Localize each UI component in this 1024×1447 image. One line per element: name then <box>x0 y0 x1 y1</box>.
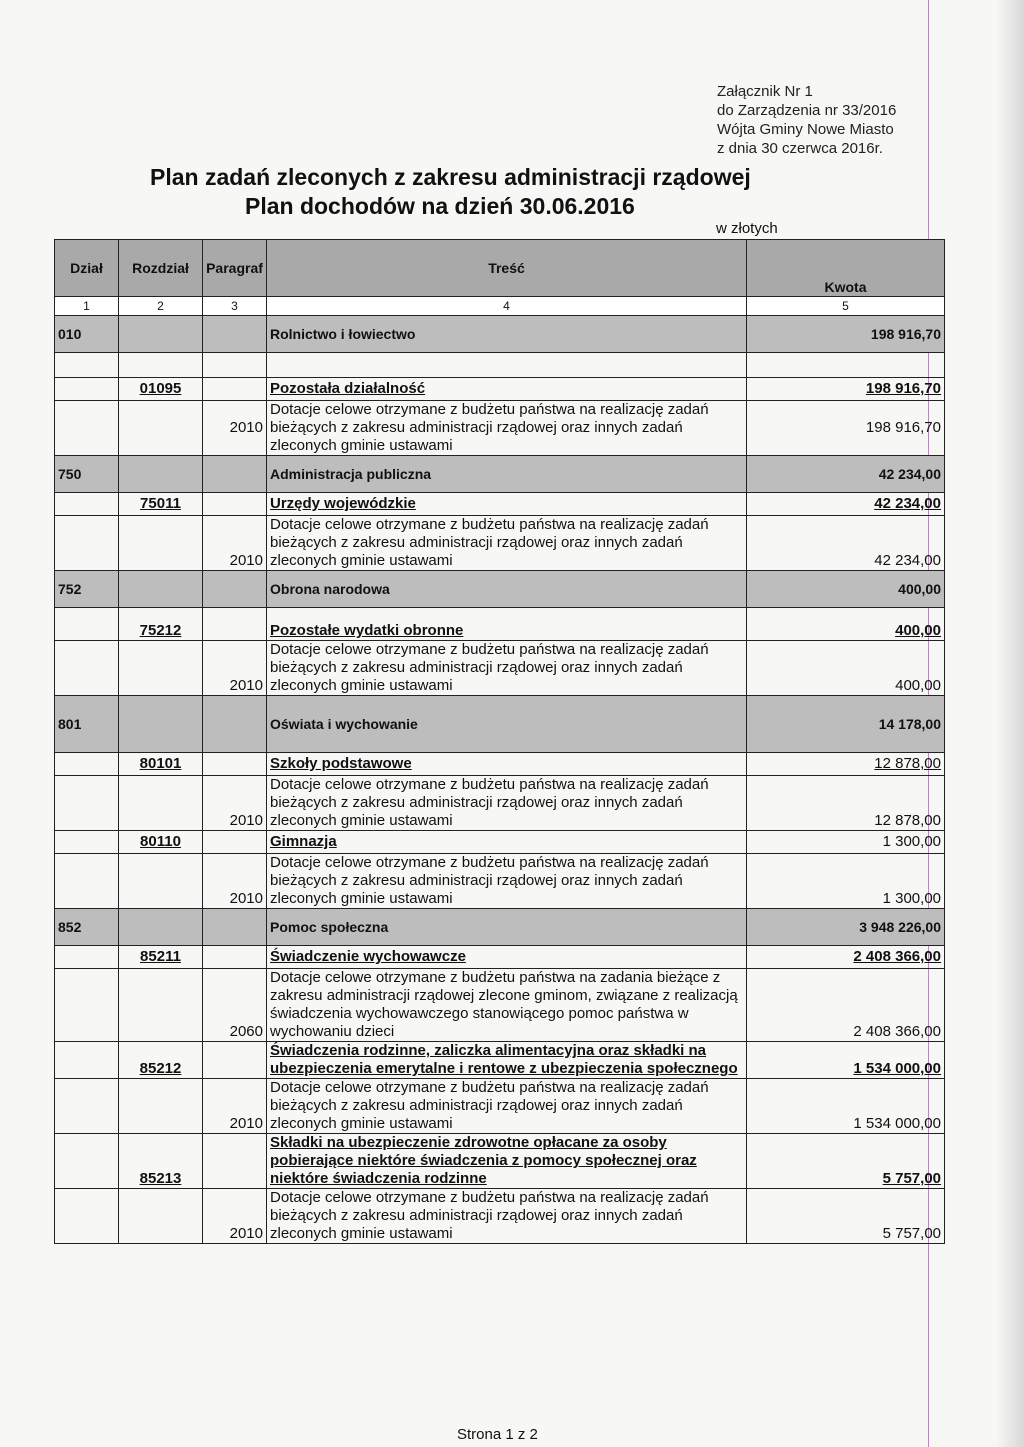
paragraf-code: 2010 <box>203 776 267 831</box>
rozdzial-name: Urzędy wojewódzkie <box>267 493 747 516</box>
rozdzial-amount: 1 534 000,00 <box>747 1042 945 1079</box>
annex-reference <box>717 82 896 158</box>
document-title: Plan zadań zleconych z zakresu administracji rządowej <box>150 164 751 190</box>
paragraf-description: Dotacje celowe otrzymane z budżetu państwa na realizację zadań bieżących z zakresu administracji rządowej oraz innych zadań zleconych gminie ustawami <box>267 1079 747 1134</box>
rozdzial-code: 85213 <box>119 1134 203 1189</box>
dzial-amount: 3 948 226,00 <box>747 909 945 946</box>
table-header-row <box>55 240 945 297</box>
budget-table <box>54 239 945 1244</box>
rozdzial-row-01095 <box>55 378 945 401</box>
header-kwota: Kwota <box>747 240 945 297</box>
paragraf-row-80110-2010 <box>55 854 945 909</box>
dzial-code: 010 <box>55 316 119 353</box>
paragraf-row-75011-2010 <box>55 516 945 571</box>
rozdzial-row-85213 <box>55 1134 945 1189</box>
dzial-row-801 <box>55 696 945 753</box>
dzial-row-010 <box>55 316 945 353</box>
paragraf-amount: 42 234,00 <box>747 516 945 571</box>
rozdzial-amount: 400,00 <box>747 608 945 641</box>
rozdzial-row-75212 <box>55 608 945 641</box>
rozdzial-amount: 42 234,00 <box>747 493 945 516</box>
col-num-4: 4 <box>267 297 747 316</box>
dzial-code: 801 <box>55 696 119 753</box>
paragraf-description: Dotacje celowe otrzymane z budżetu państwa na realizację zadań bieżących z zakresu administracji rządowej oraz innych zadań zleconych gminie ustawami <box>267 1189 747 1244</box>
rozdzial-row-80110 <box>55 831 945 854</box>
dzial-name: Rolnictwo i łowiectwo <box>267 316 747 353</box>
paragraf-amount: 1 534 000,00 <box>747 1079 945 1134</box>
rozdzial-code: 80110 <box>119 831 203 854</box>
paragraf-code: 2010 <box>203 401 267 456</box>
paragraf-amount: 1 300,00 <box>747 854 945 909</box>
dzial-code: 852 <box>55 909 119 946</box>
paragraf-description: Dotacje celowe otrzymane z budżetu państwa na realizację zadań bieżących z zakresu administracji rządowej oraz innych zadań zleconych gminie ustawami <box>267 854 747 909</box>
rozdzial-code: 85212 <box>119 1042 203 1079</box>
dzial-code: 750 <box>55 456 119 493</box>
rozdzial-name: Świadczenia rodzinne, zaliczka alimentacyjna oraz składki na ubezpieczenia emerytalne i rentowe z ubezpieczenia społecznego <box>267 1042 747 1079</box>
rozdzial-code: 85211 <box>119 946 203 969</box>
paragraf-row-85213-2010 <box>55 1189 945 1244</box>
rozdzial-name: Gimnazja <box>267 831 747 854</box>
paragraf-code: 2010 <box>203 854 267 909</box>
header-tresc: Treść <box>267 240 747 297</box>
rozdzial-name: Składki na ubezpieczenie zdrowotne opłacane za osoby pobierające niektóre świadczenia z pomocy społecznej oraz niektóre świadczenia rodzinne <box>267 1134 747 1189</box>
rozdzial-row-80101 <box>55 753 945 776</box>
paragraf-row-01095-2010 <box>55 401 945 456</box>
rozdzial-amount: 5 757,00 <box>747 1134 945 1189</box>
col-num-2: 2 <box>119 297 203 316</box>
dzial-name: Administracja publiczna <box>267 456 747 493</box>
dzial-code: 752 <box>55 571 119 608</box>
paragraf-amount: 12 878,00 <box>747 776 945 831</box>
rozdzial-amount: 198 916,70 <box>747 378 945 401</box>
dzial-name: Oświata i wychowanie <box>267 696 747 753</box>
rozdzial-name: Pozostałe wydatki obronne <box>267 608 747 641</box>
annex-line-1: Załącznik Nr 1 <box>717 83 813 100</box>
rozdzial-row-85211 <box>55 946 945 969</box>
paragraf-code: 2010 <box>203 516 267 571</box>
paragraf-amount: 2 408 366,00 <box>747 969 945 1042</box>
annex-line-2: do Zarządzenia nr 33/2016 <box>717 102 897 119</box>
dzial-name: Pomoc społeczna <box>267 909 747 946</box>
rozdzial-amount: 1 300,00 <box>747 831 945 854</box>
paragraf-code: 2010 <box>203 1189 267 1244</box>
header-rozdzial: Rozdział <box>119 240 203 297</box>
paragraf-description: Dotacje celowe otrzymane z budżetu państwa na realizację zadań bieżących z zakresu administracji rządowej oraz innych zadań zleconych gminie ustawami <box>267 401 747 456</box>
col-num-1: 1 <box>55 297 119 316</box>
rozdzial-name: Pozostała działalność <box>267 378 747 401</box>
paragraf-amount: 198 916,70 <box>747 401 945 456</box>
table-column-numbers <box>55 297 945 316</box>
dzial-amount: 198 916,70 <box>747 316 945 353</box>
rozdzial-name: Szkoły podstawowe <box>267 753 747 776</box>
rozdzial-amount: 2 408 366,00 <box>747 946 945 969</box>
paragraf-description: Dotacje celowe otrzymane z budżetu państwa na realizację zadań bieżących z zakresu administracji rządowej oraz innych zadań zleconych gminie ustawami <box>267 776 747 831</box>
dzial-amount: 14 178,00 <box>747 696 945 753</box>
paragraf-row-85211-2060 <box>55 969 945 1042</box>
document-subtitle: Plan dochodów na dzień 30.06.2016 <box>245 193 635 219</box>
paragraf-code: 2010 <box>203 1079 267 1134</box>
paragraf-amount: 400,00 <box>747 641 945 696</box>
dzial-row-750 <box>55 456 945 493</box>
paragraf-row-85212-2010 <box>55 1079 945 1134</box>
rozdzial-code: 75011 <box>119 493 203 516</box>
dzial-row-752 <box>55 571 945 608</box>
scan-edge-shadow <box>996 0 1024 1447</box>
annex-line-4: z dnia 30 czerwca 2016r. <box>717 140 883 157</box>
paragraf-row-80101-2010 <box>55 776 945 831</box>
col-num-5: 5 <box>747 297 945 316</box>
header-dzial: Dział <box>55 240 119 297</box>
rozdzial-row-75011 <box>55 493 945 516</box>
col-num-3: 3 <box>203 297 267 316</box>
paragraf-row-75212-2010 <box>55 641 945 696</box>
paragraf-description: Dotacje celowe otrzymane z budżetu państwa na realizację zadań bieżących z zakresu administracji rządowej oraz innych zadań zleconych gminie ustawami <box>267 641 747 696</box>
dzial-row-852 <box>55 909 945 946</box>
header-paragraf: Paragraf <box>203 240 267 297</box>
paragraf-code: 2060 <box>203 969 267 1042</box>
annex-line-3: Wójta Gminy Nowe Miasto <box>717 121 894 138</box>
paragraf-amount: 5 757,00 <box>747 1189 945 1244</box>
rozdzial-code: 01095 <box>119 378 203 401</box>
rozdzial-code: 80101 <box>119 753 203 776</box>
page-number: Strona 1 z 2 <box>457 1426 538 1443</box>
paragraf-code: 2010 <box>203 641 267 696</box>
currency-unit: w złotych <box>716 220 778 237</box>
dzial-amount: 42 234,00 <box>747 456 945 493</box>
rozdzial-amount: 12 878,00 <box>747 753 945 776</box>
paragraf-description: Dotacje celowe otrzymane z budżetu państwa na realizację zadań bieżących z zakresu administracji rządowej oraz innych zadań zleconych gminie ustawami <box>267 516 747 571</box>
rozdzial-code: 75212 <box>119 608 203 641</box>
dzial-amount: 400,00 <box>747 571 945 608</box>
rozdzial-row-85212 <box>55 1042 945 1079</box>
dzial-name: Obrona narodowa <box>267 571 747 608</box>
paragraf-description: Dotacje celowe otrzymane z budżetu państwa na zadania bieżące z zakresu administracji rządowej zlecone gminom, związane z realizacją świadczenia wychowawczego stanowiącego pomoc państwa w wychowaniu dzieci <box>267 969 747 1042</box>
rozdzial-name: Świadczenie wychowawcze <box>267 946 747 969</box>
